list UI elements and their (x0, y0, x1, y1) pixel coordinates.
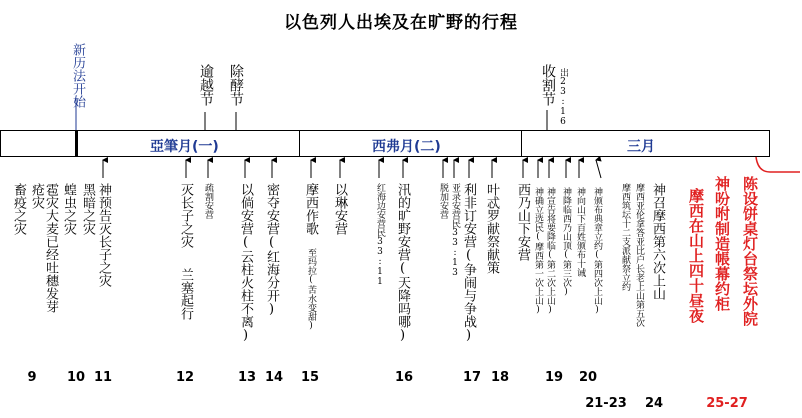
event-furnishings: 陈设饼桌灯台祭坛外院 (741, 176, 759, 326)
month-label-2: 西弗月(二) (372, 139, 441, 155)
event-red-sea-camp: 红海边安营民33:11 (375, 183, 385, 287)
day-label: 10 (66, 370, 86, 385)
event-boils: 疮灾 (29, 183, 44, 209)
day-label-highlight: 25-27 (706, 396, 748, 411)
day-label: 12 (175, 370, 195, 385)
marker-harvest: 收割节 (540, 64, 556, 106)
event-firstborn-warning: 神预告灭长子之灾 (96, 183, 111, 287)
event-firstborn-death: 灭长子之灾 (178, 183, 193, 248)
month-label-3: 三月 (627, 139, 655, 155)
event-marah: 至玛拉(苦水变甜) (306, 248, 316, 331)
event-announce-descent: 神宣告将要降临(第二次上山) (545, 187, 555, 315)
day-label: 21-23 (585, 396, 627, 411)
event-dophkah: 脱加安营 (438, 183, 448, 219)
event-hail: 雹灾大麦已经吐穗发芽 (43, 183, 58, 313)
marker-harvest-ref: 出23:16 (558, 68, 568, 127)
day-label: 14 (264, 370, 284, 385)
event-alush: 亚录安营民33:13 (450, 183, 460, 278)
event-darkness: 黑暗之灾 (80, 183, 95, 235)
event-forty-days: 摩西在山上四十昼夜 (687, 188, 705, 323)
event-migdol: 密夺安营(红海分开) (264, 183, 279, 317)
event-elders-ascend: 摩西亚伦拿答亚比户长老上山第五次 (634, 183, 644, 327)
event-altar-sacrifice: 摩西筑坛十二支派献祭立约 (620, 183, 630, 291)
event-chosen-people: 神确立选民(摩西第一次上山) (533, 187, 543, 315)
day-label: 20 (578, 370, 598, 385)
marker-passover: 逾越节 (198, 64, 214, 106)
marker-unleavened: 除酵节 (228, 64, 244, 106)
event-descend-sinai: 神降临西乃山顶(第三次) (561, 187, 571, 297)
event-etham: 以倘安营(云柱火柱不离) (238, 183, 253, 343)
event-jethro: 叶忒罗献祭献策 (484, 183, 499, 274)
day-label: 17 (462, 370, 482, 385)
day-label: 13 (237, 370, 257, 385)
event-sinai-camp: 西乃山下安营 (515, 183, 530, 261)
day-label: 24 (644, 396, 664, 411)
event-song-of-moses: 摩西作歌 (303, 183, 318, 235)
day-label: 16 (394, 370, 414, 385)
event-elim: 以琳安营 (332, 183, 347, 235)
marker-new-calendar: 新历法开始 (70, 43, 85, 108)
day-label: 15 (300, 370, 320, 385)
event-depart-rameses: 兰塞起行 (178, 268, 193, 320)
page-title: 以色列人出埃及在旷野的行程 (284, 13, 518, 33)
event-rephidim: 利非订安营(争闹与争战) (461, 183, 476, 343)
event-covenant-ordinances: 神颁布典章立约(第四次上山) (592, 187, 602, 315)
day-label: 9 (27, 370, 37, 385)
event-locusts: 蝗虫之灾 (61, 183, 76, 235)
event-sixth-ascent: 神召摩西第六次上山 (650, 183, 665, 300)
event-ten-commandments: 神向山下百姓颁布十诫 (575, 187, 585, 277)
event-livestock-plague: 畜疫之灾 (11, 183, 26, 235)
day-label: 18 (490, 370, 510, 385)
event-tabernacle-ark: 神吩咐制造帳幕约柜 (713, 176, 731, 311)
month-label-1: 亞筆月(一) (150, 139, 219, 155)
day-label: 11 (93, 370, 113, 385)
event-wilderness-sin: 汛的旷野安营(天降吗哪) (395, 183, 410, 343)
day-label: 19 (544, 370, 564, 385)
event-succoth: 疏割安营 (203, 183, 213, 219)
